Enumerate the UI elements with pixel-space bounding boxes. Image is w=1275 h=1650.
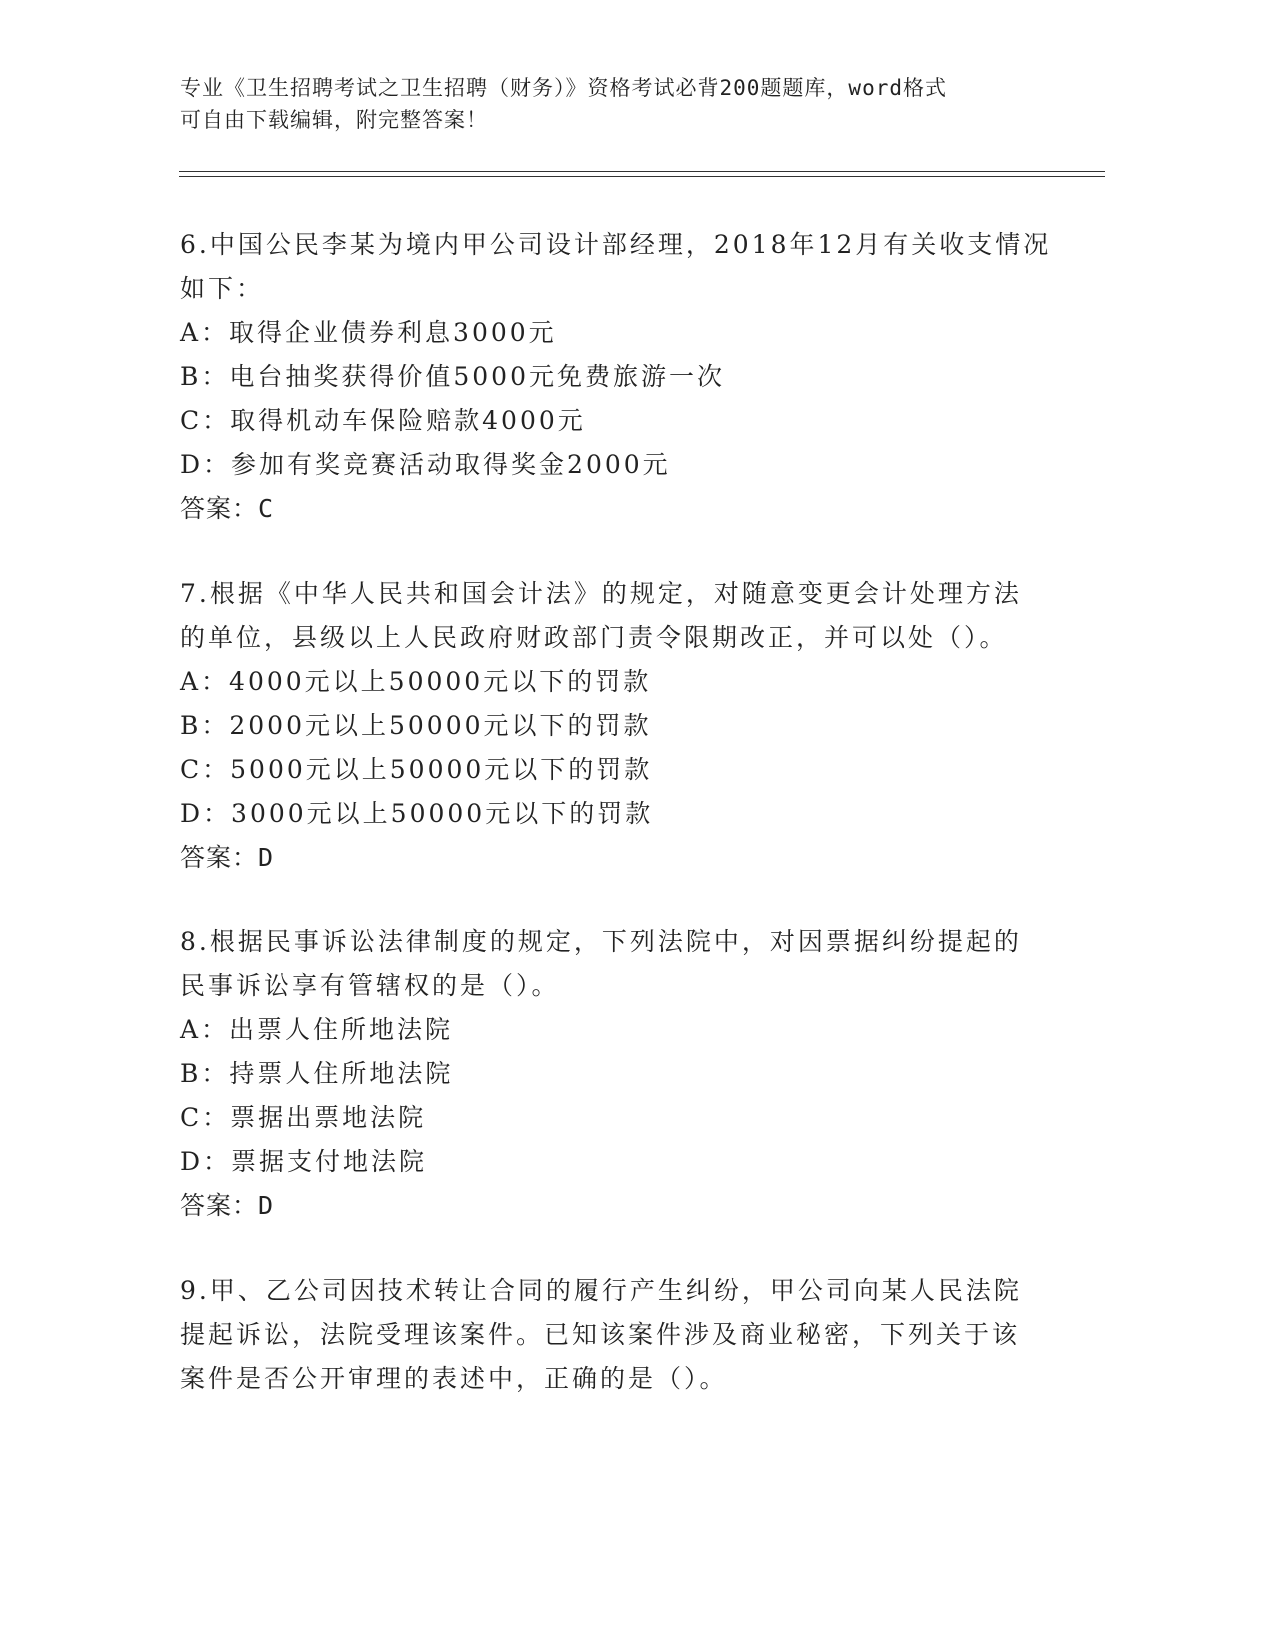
header-divider-bottom (179, 176, 1105, 177)
question-stem-line: 8.根据民事诉讼法律制度的规定，下列法院中，对因票据纠纷提起的 (180, 927, 1022, 956)
option-b: B：2000元以上50000元以下的罚款 (180, 711, 652, 740)
option-a: A：出票人住所地法院 (180, 1015, 454, 1044)
option-a: A：4000元以上50000元以下的罚款 (180, 667, 652, 696)
header-line-1: 专业《卫生招聘考试之卫生招聘（财务）》资格考试必背200题题库，word格式 (180, 76, 947, 100)
question-6 (180, 223, 1060, 531)
answer: 答案：C (180, 494, 275, 523)
option-a: A：取得企业债券利息3000元 (180, 318, 557, 347)
question-8 (180, 920, 1060, 1228)
answer: 答案：D (180, 1191, 275, 1220)
question-stem-line: 的单位，县级以上人民政府财政部门责令限期改正，并可以处（）。 (180, 623, 1008, 652)
option-b: B：持票人住所地法院 (180, 1059, 454, 1088)
answer: 答案：D (180, 843, 275, 872)
question-stem-line: 7.根据《中华人民共和国会计法》的规定，对随意变更会计处理方法 (180, 579, 1022, 608)
question-stem-line: 民事诉讼享有管辖权的是（）。 (180, 971, 560, 1000)
option-c: C：票据出票地法院 (180, 1103, 427, 1132)
option-d: D：参加有奖竞赛活动取得奖金2000元 (180, 450, 671, 479)
option-c: C：取得机动车保险赔款4000元 (180, 406, 586, 435)
header-line-2: 可自由下载编辑，附完整答案！ (180, 108, 488, 132)
header-divider-top (179, 171, 1105, 172)
question-7 (180, 572, 1060, 880)
question-stem-line: 案件是否公开审理的表述中，正确的是（）。 (180, 1364, 728, 1393)
option-b: B：电台抽奖获得价值5000元免费旅游一次 (180, 362, 725, 391)
question-stem-line: 如下： (180, 274, 265, 303)
option-c: C：5000元以上50000元以下的罚款 (180, 755, 653, 784)
option-d: D：3000元以上50000元以下的罚款 (180, 799, 654, 828)
option-d: D：票据支付地法院 (180, 1147, 428, 1176)
question-stem-line: 提起诉讼，法院受理该案件。已知该案件涉及商业秘密，下列关于该 (180, 1320, 1021, 1349)
document-header (180, 72, 1060, 136)
question-stem-line: 9.甲、乙公司因技术转让合同的履行产生纠纷，甲公司向某人民法院 (180, 1276, 1022, 1305)
question-9 (180, 1269, 1060, 1401)
question-stem-line: 6.中国公民李某为境内甲公司设计部经理，2018年12月有关收支情况 (180, 230, 1052, 259)
